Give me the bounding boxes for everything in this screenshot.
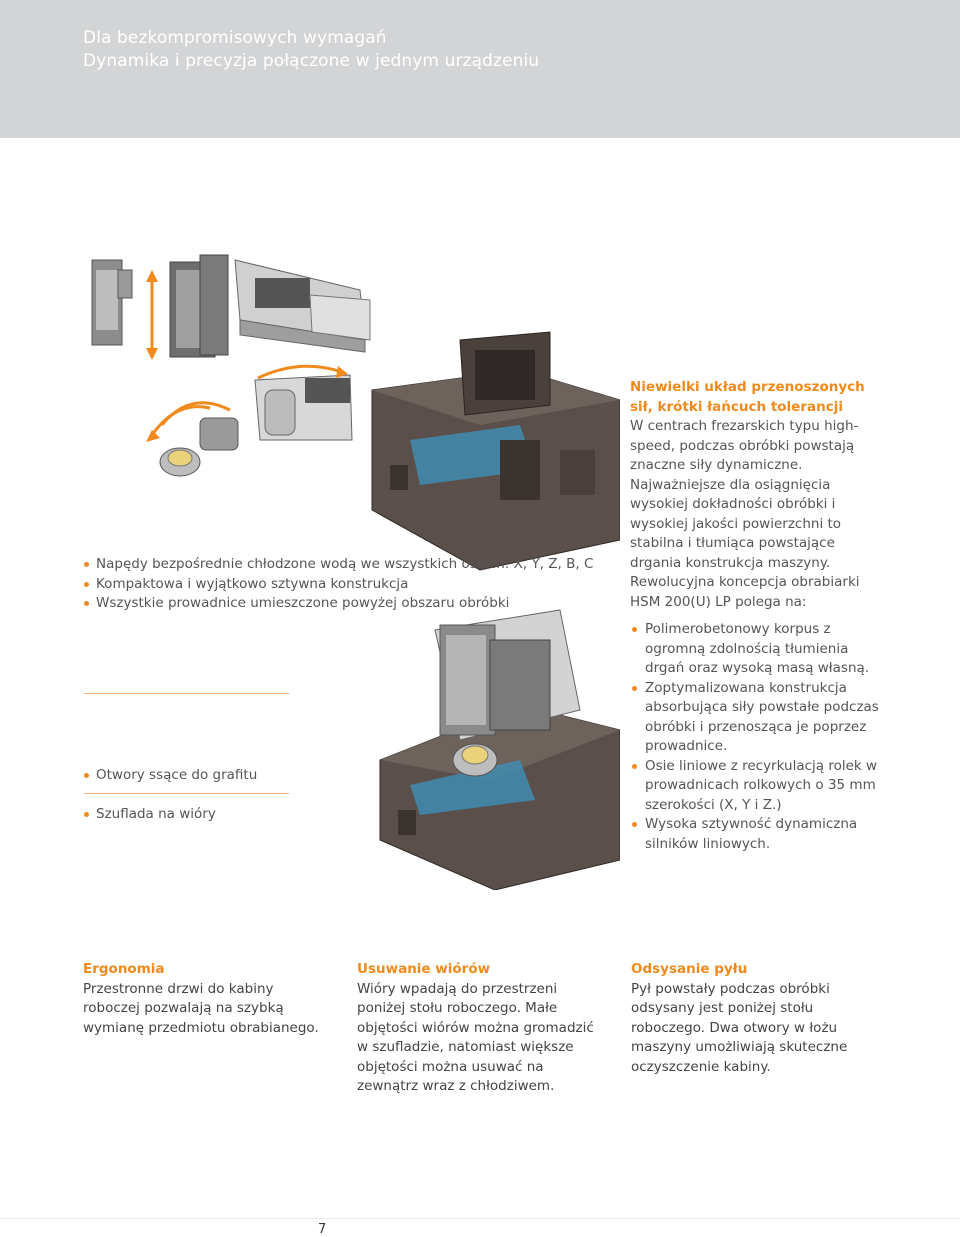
callout-line	[84, 693, 289, 694]
list-item: Zoptymalizowana konstrukcja absorbująca siły powstałe podczas obróbki i przenosząca je poprzez prowadnice.	[630, 679, 880, 757]
feature-list-suction	[84, 766, 257, 786]
machine-base-top	[372, 332, 620, 570]
column-heading: Usuwanie wiórów	[357, 961, 491, 977]
list-item: Kompaktowa i wyjątkowo sztywna konstrukcja	[84, 575, 593, 595]
spindle-unit-exploded	[92, 255, 228, 360]
callout-line	[84, 793, 289, 794]
column-body: Przestronne drzwi do kabiny roboczej pozwalają na szybką wymianę przedmiotu obrabianego.	[83, 980, 319, 1036]
header-subtitle: Dynamika i precyzja połączone w jednym urządzeniu	[83, 51, 540, 71]
footer-rule	[0, 1218, 960, 1219]
list-item: Osie liniowe z recyrkulacją rolek w prowadnicach rolkowych o 35 mm szerokości (X, Y i Z.)	[630, 757, 880, 816]
page-header	[0, 0, 960, 138]
footer-column-dust	[631, 960, 881, 1077]
list-item: Otwory ssące do grafitu	[84, 766, 257, 786]
feature-list-spindle	[84, 555, 593, 614]
column-body: Wióry wpadają do przestrzeni poniżej stołu roboczego. Małe objętości wiórów można gromadzić w szufladzie, natomiast większe objętości można usuwać na zewnątrz wraz z chłodziwem.	[357, 980, 594, 1094]
list-item: Napędy bezpośrednie chłodzone wodą we wszystkich osiach: X, Y, Z, B, C	[84, 555, 593, 575]
machine-assembled	[380, 610, 620, 890]
b-c-axis-unit	[146, 366, 352, 476]
footer-column-chips	[357, 960, 607, 1097]
z-axis-carriage	[235, 260, 370, 352]
list-item: Wszystkie prowadnice umieszczone powyżej obszaru obróbki	[84, 594, 593, 614]
list-item: Polimerobetonowy korpus z ogromną zdolnością tłumienia drgań oraz wysoką masą własną.	[630, 620, 880, 679]
column-body: Pył powstały podczas obróbki odsysany jest poniżej stołu roboczego. Dwa otwory w łożu maszyny umożliwiają skuteczne oczyszczenie kabiny.	[631, 980, 848, 1075]
list-item: Szuflada na wióry	[84, 805, 216, 825]
right-column	[630, 378, 880, 854]
page-number: 7	[318, 1222, 327, 1237]
column-heading: Ergonomia	[83, 961, 165, 977]
concept-list	[630, 620, 880, 854]
section-heading: Niewielki układ przenoszonych sił, krótki łańcuch tolerancji	[630, 379, 865, 415]
header-title: Dla bezkompromisowych wymagań	[83, 28, 387, 48]
list-item: Wysoka sztywność dynamiczna silników liniowych.	[630, 815, 880, 854]
footer-column-ergonomics	[83, 960, 333, 1038]
feature-list-drawer	[84, 805, 216, 825]
section-body: W centrach frezarskich typu high-speed, podczas obróbki powstają znaczne siły dynamiczne. Najważniejsze dla osiągnięcia wysokiej dokładności obróbki i wysokiej jakości powierzchni to stabilna i tłumiąca powstające drgania konstrukcja maszyny. Rewolucyjna koncepcja obrabiarki HSM 200(U) LP polega na:	[630, 418, 860, 610]
column-heading: Odsysanie pyłu	[631, 961, 748, 977]
